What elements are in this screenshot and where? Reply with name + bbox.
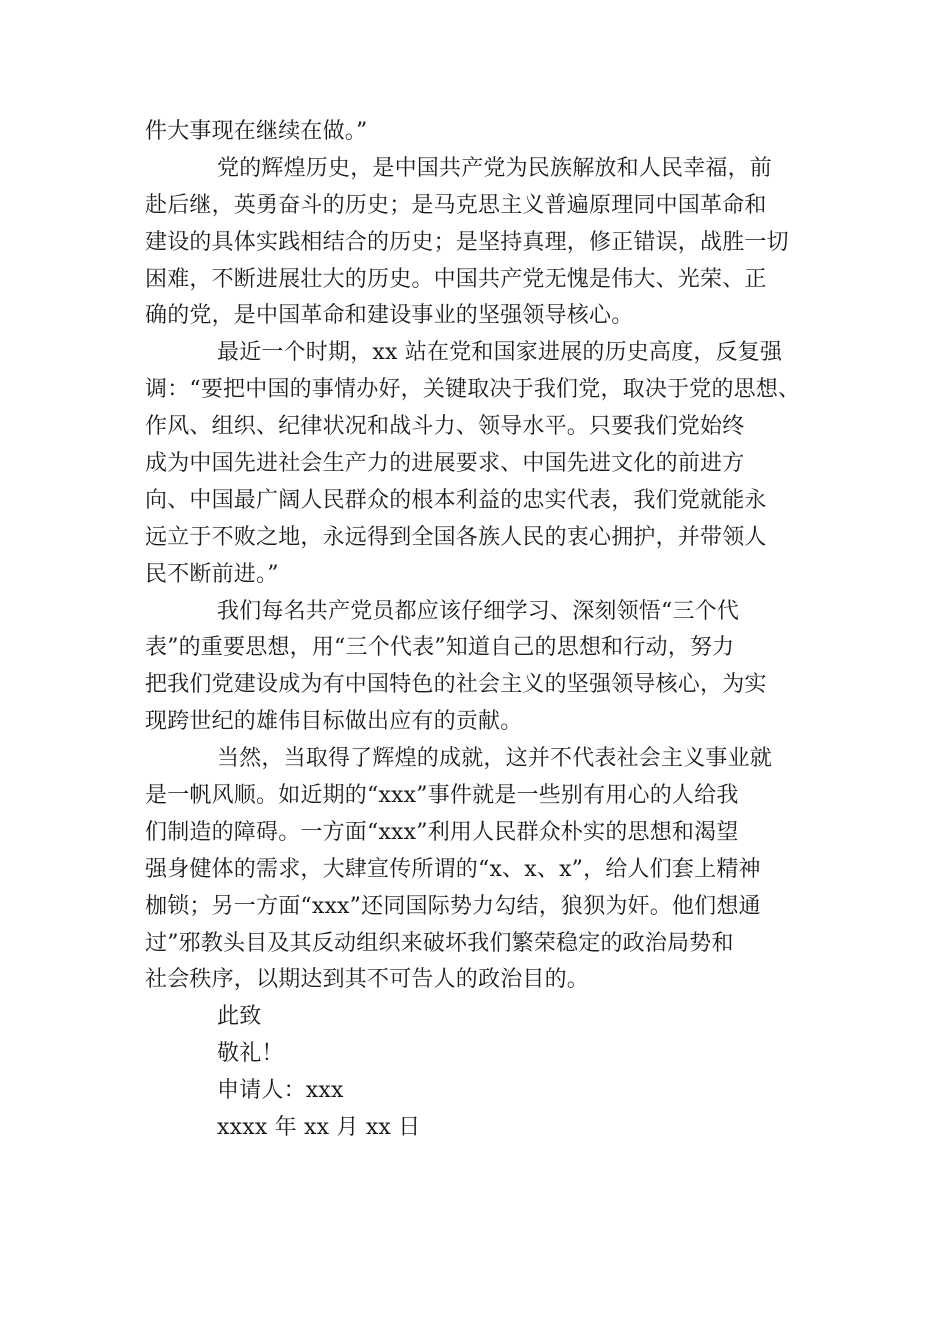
text-line: 远立于不败之地，永远得到全国各族人民的衷心拥护，并带领人 (145, 524, 767, 550)
paragraph-start-line: 我们每名共产党员都应该仔细学习、深刻领悟“三个代 (217, 598, 740, 624)
document-date: xxxx 年 xx 月 xx 日 (217, 1115, 421, 1141)
text-line: 现跨世纪的雄伟目标做出应有的贡献。 (145, 709, 523, 735)
text-line: 作风、组织、纪律状况和战斗力、领导水平。只要我们党始终 (145, 414, 745, 440)
text-line: 是一帆风顺。如近期的“xxx”事件就是一些别有用心的人给我 (145, 783, 739, 809)
text-line: 成为中国先进社会生产力的进展要求、中国先进文化的前进方 (145, 451, 745, 477)
text-line: 强身健体的需求，大肆宣传所谓的“x、x、x”，给人们套上精神 (145, 856, 761, 882)
text-line: 社会秩序，以期达到其不可告人的政治目的。 (145, 967, 590, 993)
paragraph-start-line: 党的辉煌历史，是中国共产党为民族解放和人民幸福，前 (217, 155, 773, 181)
text-line: 困难，不断进展壮大的历史。中国共产党无愧是伟大、光荣、正 (145, 266, 767, 292)
text-line: 们制造的障碍。一方面“xxx”利用人民群众朴实的思想和渴望 (145, 819, 739, 845)
closing-regards: 敬礼！ (217, 1041, 284, 1067)
text-line: 向、中国最广阔人民群众的根本利益的忠实代表，我们党就能永 (145, 487, 767, 513)
text-line: 建设的具体实践相结合的历史；是坚持真理，修正错误，战胜一切 (145, 229, 789, 255)
text-line: 件大事现在继续在做。” (145, 119, 368, 144)
paragraph-start-line: 最近一个时期，xx 站在党和国家进展的历史高度，反复强 (217, 340, 783, 366)
text-line: 把我们党建设成为有中国特色的社会主义的坚强领导核心，为实 (145, 672, 767, 698)
text-line: 枷锁；另一方面“xxx”还同国际势力勾结，狼狈为奸。他们想通 (145, 893, 761, 919)
paragraph-start-line: 当然，当取得了辉煌的成就，这并不代表社会主义事业就 (217, 746, 773, 772)
text-line: 赴后继，英勇奋斗的历史；是马克思主义普遍原理同中国革命和 (145, 192, 767, 218)
text-line: 调：“要把中国的事情办好，关键取决于我们党，取决于党的思想、 (145, 377, 801, 403)
text-line: 确的党，是中国革命和建设事业的坚强领导核心。 (145, 303, 634, 329)
text-line: 民不断前进。” (145, 561, 279, 587)
applicant-signature: 申请人：xxx (217, 1078, 344, 1104)
text-line: 过”邪教头目及其反动组织来破坏我们繁荣稳定的政治局势和 (145, 930, 734, 956)
text-line: 表”的重要思想，用“三个代表”知道自己的思想和行动，努力 (145, 635, 735, 661)
closing-salutation: 此致 (217, 1004, 262, 1030)
document-body (145, 114, 825, 1147)
